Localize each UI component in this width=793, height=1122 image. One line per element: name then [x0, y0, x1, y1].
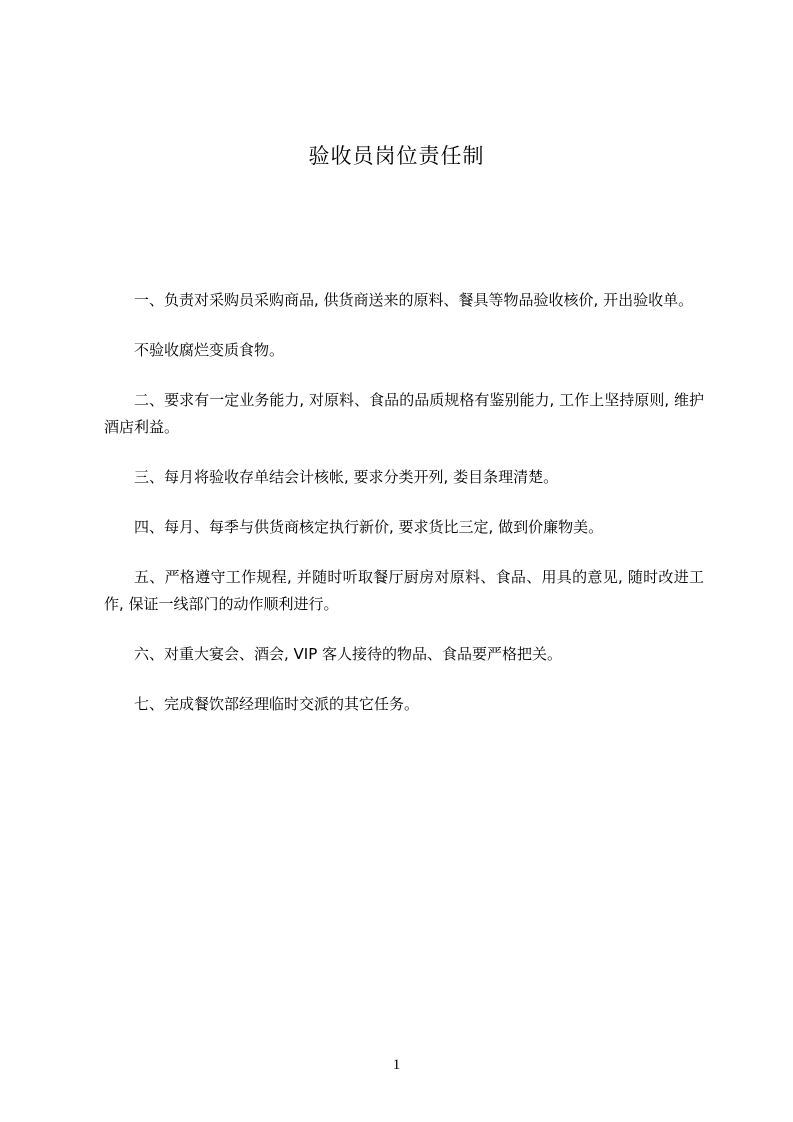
- paragraph-no-spoiled-food: 不验收腐烂变质食物。: [134, 341, 285, 359]
- paragraph-duty-6: 六、对重大宴会、酒会, VIP 客人接待的物品、食品要严格把关。: [134, 645, 563, 663]
- document-title: 验收员岗位责任制: [308, 144, 485, 168]
- paragraph-duty-4: 四、每月、每季与供货商核定执行新价, 要求货比三定, 做到价廉物美。: [134, 518, 604, 536]
- paragraph-duty-3: 三、每月将验收存单结会计核帐, 要求分类开列, 娄目条理清楚。: [134, 468, 559, 486]
- page-number: 1: [392, 1057, 401, 1073]
- paragraph-duty-5: 五、严格遵守工作规程, 并随时听取餐厅厨房对原料、食品、用具的意见, 随时改进工作, 保证一线部门的动作顺利进行。: [104, 568, 704, 613]
- document-body: [104, 287, 704, 741]
- paragraph-duty-7: 七、完成餐饮部经理临时交派的其它任务。: [134, 695, 420, 713]
- paragraph-duty-1: 一、负责对采购员采购商品, 供货商送来的原料、餐具等物品验收核价, 开出验收单。: [134, 291, 694, 309]
- paragraph-duty-2: 二、要求有一定业务能力, 对原料、食品的品质规格有鉴别能力, 工作上坚持原则, 维护酒店利益。: [104, 391, 704, 436]
